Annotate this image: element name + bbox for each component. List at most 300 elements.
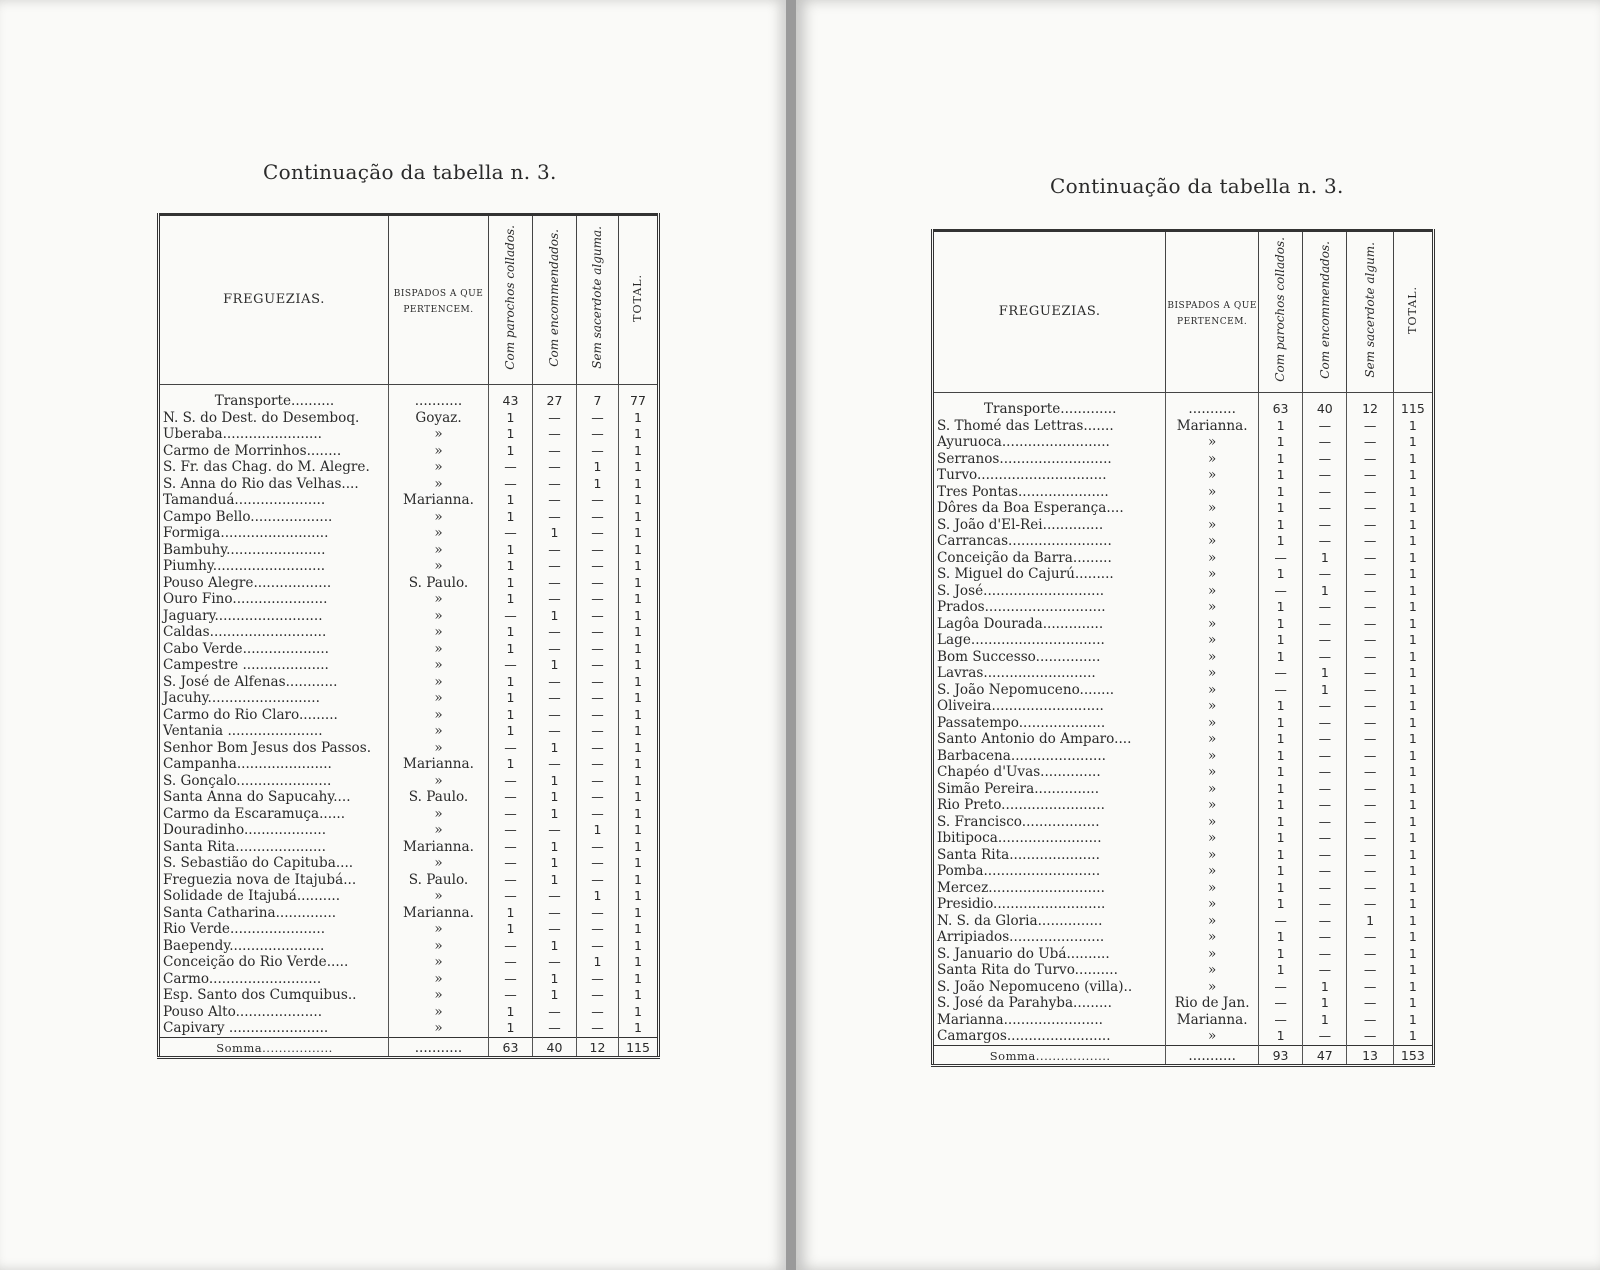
encommendados-count: — [533,459,577,476]
parish-name: Lavras.......................... [937,665,1096,681]
sem-sacerdote-count: 1 [577,888,619,905]
table-row [933,393,1434,418]
encommendados-count: 1 [1303,995,1347,1012]
table-row [933,830,1434,847]
encommendados-count: 27 [533,385,577,410]
parish-name: Formiga......................... [163,525,329,541]
header-encommendados-label: Com encommendados. [1317,240,1332,379]
parochos-count: 63 [1258,393,1302,418]
sem-sacerdote-count: — [1347,484,1393,501]
encommendados-count: — [1303,484,1347,501]
encommendados-count: — [1303,847,1347,864]
parochos-count: 1 [489,756,533,773]
parochos-count: 1 [1258,467,1302,484]
table-row [159,905,659,922]
table-row [933,533,1434,550]
left-table-body [159,385,659,1038]
encommendados-count: — [1303,632,1347,649]
table-row [159,872,659,889]
diocese: Marianna. [389,905,489,922]
encommendados-count: — [533,1004,577,1021]
diocese: » [1166,583,1259,600]
parish-name: Freguezia nova de Itajubá... [163,871,357,888]
encommendados-count: — [533,558,577,575]
encommendados-count: — [533,905,577,922]
diocese: » [1166,731,1259,748]
sum-dots: ........... [389,1037,489,1058]
encommendados-count: — [533,707,577,724]
sem-sacerdote-count: — [1347,451,1393,468]
diocese: » [1166,484,1259,501]
table-row [933,781,1434,798]
table-row [159,690,659,707]
parochos-count: 1 [1258,715,1302,732]
sum-encommendados: 47 [1303,1045,1347,1066]
encommendados-count: — [533,426,577,443]
sem-sacerdote-count: — [577,690,619,707]
diocese: » [389,426,489,443]
diocese: » [1166,715,1259,732]
total-count: 115 [1393,393,1433,418]
parish-name: Carmo.......................... [163,970,322,987]
parish-name: Pouso Alto.................... [163,1003,323,1020]
sem-sacerdote-count: — [577,525,619,542]
parochos-count: 1 [1258,451,1302,468]
parish-name: S. Gonçalo...................... [163,772,332,789]
parish-name: S. José de Alfenas............ [163,673,338,690]
table-row [159,938,659,955]
encommendados-count: — [533,921,577,938]
encommendados-count: — [1303,929,1347,946]
diocese: » [1166,517,1259,534]
diocese: » [1166,533,1259,550]
table-row [933,550,1434,567]
parish-name: S. João d'El-Rei.............. [937,516,1104,533]
sem-sacerdote-count: — [1347,995,1393,1012]
diocese: » [1166,797,1259,814]
sem-sacerdote-count: — [1347,929,1393,946]
diocese: » [1166,764,1259,781]
header-total-label: TOTAL. [630,273,644,322]
sem-sacerdote-count: — [577,905,619,922]
parochos-count: — [489,938,533,955]
parochos-count: — [1258,665,1302,682]
sem-sacerdote-count: — [577,707,619,724]
total-count: 1 [619,426,659,443]
parochos-count: — [1258,913,1302,930]
header-sem-sacerdote-label: Sem sacerdote algum. [1362,241,1377,378]
parochos-count: 1 [1258,731,1302,748]
total-count: 1 [1393,913,1433,930]
table-row [159,608,659,625]
sem-sacerdote-count: — [1347,583,1393,600]
sem-sacerdote-count: — [1347,731,1393,748]
encommendados-count: 1 [533,525,577,542]
parochos-count: — [1258,979,1302,996]
total-count: 1 [1393,896,1433,913]
parochos-count: 1 [1258,797,1302,814]
total-count: 1 [619,542,659,559]
diocese: » [1166,649,1259,666]
encommendados-count: — [1303,830,1347,847]
encommendados-count: — [533,443,577,460]
encommendados-count: 40 [1303,393,1347,418]
total-count: 1 [619,674,659,691]
sem-sacerdote-count: — [577,657,619,674]
header-total [1393,231,1433,393]
total-count: 1 [1393,715,1433,732]
encommendados-count: — [533,410,577,427]
sem-sacerdote-count: — [1347,665,1393,682]
parochos-count: 1 [1258,764,1302,781]
diocese: Marianna. [1166,1012,1259,1029]
diocese: » [389,591,489,608]
total-count: 1 [619,987,659,1004]
parochos-count: — [489,872,533,889]
diocese: » [1166,979,1259,996]
sem-sacerdote-count: — [1347,764,1393,781]
table-row [933,880,1434,897]
sem-sacerdote-count: — [1347,550,1393,567]
total-count: 1 [619,624,659,641]
parish-name: Senhor Bom Jesus dos Passos. [163,739,372,756]
parish-name: Prados............................ [937,599,1106,615]
encommendados-count: — [1303,863,1347,880]
encommendados-count: — [533,575,577,592]
parish-name: Piumhy.......................... [163,558,326,574]
parochos-count: 1 [1258,599,1302,616]
sem-sacerdote-count: — [1347,896,1393,913]
parish-name: Presidio.......................... [937,896,1106,912]
parish-name: Capivary ....................... [163,1020,329,1036]
encommendados-count: 1 [1303,1012,1347,1029]
diocese: » [1166,748,1259,765]
sem-sacerdote-count: — [1347,979,1393,996]
sem-sacerdote-count: 1 [577,954,619,971]
total-count: 1 [619,789,659,806]
table-row [933,1028,1434,1045]
diocese: S. Paulo. [389,789,489,806]
parochos-count: 1 [1258,566,1302,583]
table-row [933,1012,1434,1029]
table-row [159,789,659,806]
diocese: » [1166,1028,1259,1045]
sem-sacerdote-count: — [577,987,619,1004]
parish-name: Tres Pontas..................... [937,483,1109,500]
sem-sacerdote-count: — [1347,715,1393,732]
parish-name: S. João Nepomuceno (villa).. [937,978,1133,995]
parochos-count: — [489,806,533,823]
sem-sacerdote-count: — [577,542,619,559]
parochos-count: — [489,971,533,988]
encommendados-count: — [1303,715,1347,732]
total-count: 1 [1393,880,1433,897]
encommendados-count: — [1303,566,1347,583]
encommendados-count: 1 [1303,979,1347,996]
parochos-count: 1 [489,921,533,938]
total-count: 1 [1393,665,1433,682]
parish-name: S. José da Parahyba......... [937,995,1112,1011]
left-parish-table [157,213,660,1059]
sem-sacerdote-count: — [577,410,619,427]
encommendados-count: — [1303,467,1347,484]
encommendados-count: 1 [533,806,577,823]
sum-sem-sacerdote: 13 [1347,1045,1393,1066]
encommendados-count: — [1303,781,1347,798]
right-parish-table [931,229,1435,1067]
total-count: 1 [619,872,659,889]
diocese: » [389,542,489,559]
parish-name: Conceição da Barra......... [937,549,1112,566]
parish-name: Santa Rita do Turvo.......... [937,962,1118,978]
header-parochos [489,215,533,385]
parochos-count: 1 [1258,698,1302,715]
parochos-count: — [489,459,533,476]
diocese: » [389,888,489,905]
table-row [933,649,1434,666]
diocese: » [389,954,489,971]
table-row [159,822,659,839]
diocese: » [389,806,489,823]
diocese: » [389,723,489,740]
total-count: 1 [619,690,659,707]
parochos-count: — [489,657,533,674]
parish-name: Jacuhy.......................... [163,690,320,706]
total-count: 1 [1393,764,1433,781]
diocese: » [1166,863,1259,880]
total-count: 1 [619,822,659,839]
sem-sacerdote-count: — [1347,566,1393,583]
table-row [933,517,1434,534]
parish-name: Campestre .................... [163,657,329,673]
total-count: 1 [1393,550,1433,567]
sem-sacerdote-count: 7 [577,385,619,410]
diocese: » [389,624,489,641]
diocese: » [389,608,489,625]
diocese: Goyaz. [389,410,489,427]
table-row [933,847,1434,864]
diocese: » [389,674,489,691]
parochos-count: — [489,608,533,625]
parochos-count: — [489,773,533,790]
total-count: 1 [619,641,659,658]
parochos-count: 1 [489,690,533,707]
total-count: 1 [619,839,659,856]
header-bispados-label: BISPADOS A QUE PERTENCEM. [1167,300,1257,327]
parish-name: Oliveira.......................... [937,698,1104,714]
diocese: » [1166,946,1259,963]
parish-name: Rio Preto........................ [937,797,1105,813]
table-row [933,946,1434,963]
parochos-count: 1 [1258,880,1302,897]
diocese: S. Paulo. [389,872,489,889]
table-row [159,591,659,608]
encommendados-count: — [1303,434,1347,451]
table-row [933,583,1434,600]
sem-sacerdote-count: — [577,773,619,790]
table-row [933,418,1434,435]
sem-sacerdote-count: — [1347,814,1393,831]
diocese: » [1166,467,1259,484]
table-row [159,426,659,443]
sem-sacerdote-count: — [1347,748,1393,765]
parish-name: Carmo da Escaramuça...... [163,805,346,822]
total-count: 1 [1393,781,1433,798]
sem-sacerdote-count: — [577,426,619,443]
parochos-count: — [489,476,533,493]
encommendados-count: 1 [533,855,577,872]
parish-name: Santa Anna do Sapucahy.... [163,789,351,805]
table-row [933,698,1434,715]
diocese: » [1166,913,1259,930]
total-count: 1 [1393,995,1433,1012]
parish-name: Lage............................... [937,632,1105,648]
table-row [159,723,659,740]
table-row [159,575,659,592]
parish-name: Chapéo d'Uvas.............. [937,764,1101,780]
encommendados-count: 1 [533,872,577,889]
sem-sacerdote-count: — [1347,946,1393,963]
total-count: 1 [1393,847,1433,864]
sem-sacerdote-count: — [1347,830,1393,847]
parish-name: Conceição do Rio Verde..... [163,954,349,970]
parish-name: Caldas........................... [163,624,327,640]
table-row [159,509,659,526]
total-count: 1 [619,459,659,476]
encommendados-count: — [533,723,577,740]
sem-sacerdote-count: — [577,756,619,773]
parochos-count: 1 [1258,962,1302,979]
encommendados-count: — [533,954,577,971]
total-count: 1 [1393,517,1433,534]
sum-encommendados: 40 [533,1037,577,1058]
diocese: » [389,1020,489,1037]
table-row [159,657,659,674]
header-sem-sacerdote [1347,231,1393,393]
parish-name: S. Sebastião do Capituba.... [163,855,354,871]
total-count: 1 [1393,649,1433,666]
parochos-count: — [489,525,533,542]
table-row [159,542,659,559]
encommendados-count: — [533,476,577,493]
sem-sacerdote-count: — [577,624,619,641]
sem-sacerdote-count: — [577,509,619,526]
parochos-count: 1 [1258,1028,1302,1045]
diocese: » [1166,434,1259,451]
diocese: Marianna. [389,756,489,773]
sem-sacerdote-count: — [577,740,619,757]
encommendados-count: 1 [533,657,577,674]
parish-name: Dôres da Boa Esperança.... [937,500,1124,516]
sem-sacerdote-count: — [577,1004,619,1021]
sem-sacerdote-count: — [577,1020,619,1037]
sem-sacerdote-count: — [577,872,619,889]
total-count: 1 [1393,946,1433,963]
diocese: » [389,509,489,526]
sum-dots: ........... [1166,1045,1259,1066]
table-row [159,459,659,476]
diocese: » [1166,814,1259,831]
parochos-count: 1 [489,1020,533,1037]
table-row [933,500,1434,517]
parish-name: S. Francisco.................. [937,813,1100,830]
sem-sacerdote-count: — [1347,533,1393,550]
parish-name: Passatempo.................... [937,714,1106,731]
parochos-count: — [1258,550,1302,567]
encommendados-count: — [1303,418,1347,435]
diocese: » [1166,566,1259,583]
parish-name: Barbacena...................... [937,747,1106,764]
parochos-count: 1 [489,707,533,724]
diocese: » [1166,929,1259,946]
encommendados-count: 1 [533,789,577,806]
sem-sacerdote-count: — [1347,797,1393,814]
right-page-title: Continuação da tabella n. 3. [1050,174,1344,198]
total-count: 1 [619,558,659,575]
diocese: » [1166,682,1259,699]
parochos-count: — [1258,1012,1302,1029]
encommendados-count: 1 [533,938,577,955]
diocese: Marianna. [1166,418,1259,435]
sum-total: 153 [1393,1045,1433,1066]
parish-name: Santo Antonio do Amparo.... [937,731,1132,747]
table-row [933,434,1434,451]
parish-name: Campo Bello................... [163,508,333,525]
sem-sacerdote-count: — [1347,1012,1393,1029]
sem-sacerdote-count: — [577,806,619,823]
header-bispados [1166,231,1259,393]
total-count: 1 [619,888,659,905]
parish-name: Carmo de Morrinhos........ [163,442,342,459]
table-row [159,641,659,658]
right-sum-row [933,1045,1434,1066]
table-row [933,962,1434,979]
total-count: 1 [1393,797,1433,814]
parish-name: S. Anna do Rio das Velhas.... [163,475,359,492]
parish-name: S. Miguel do Cajurú......... [937,566,1114,582]
encommendados-count: — [1303,814,1347,831]
parish-name: Carmo do Rio Claro......... [163,706,338,723]
parochos-count: 1 [489,905,533,922]
left-page [0,0,786,1270]
diocese: » [1166,698,1259,715]
total-count: 1 [619,575,659,592]
diocese: » [389,971,489,988]
sum-sem-sacerdote: 12 [577,1037,619,1058]
total-count: 1 [619,492,659,509]
right-table-header [933,231,1434,393]
parochos-count: — [489,888,533,905]
encommendados-count: — [1303,748,1347,765]
encommendados-count: — [533,822,577,839]
parochos-count: — [1258,682,1302,699]
encommendados-count: — [1303,517,1347,534]
parochos-count: 1 [1258,418,1302,435]
diocese: » [389,773,489,790]
total-count: 1 [619,855,659,872]
diocese: » [389,740,489,757]
total-count: 1 [619,905,659,922]
table-row [159,410,659,427]
diocese: » [1166,599,1259,616]
diocese: » [389,459,489,476]
table-row [933,616,1434,633]
parish-name: Carrancas........................ [937,533,1112,549]
sem-sacerdote-count: — [1347,418,1393,435]
header-total [619,215,659,385]
diocese: » [1166,847,1259,864]
table-row [933,814,1434,831]
